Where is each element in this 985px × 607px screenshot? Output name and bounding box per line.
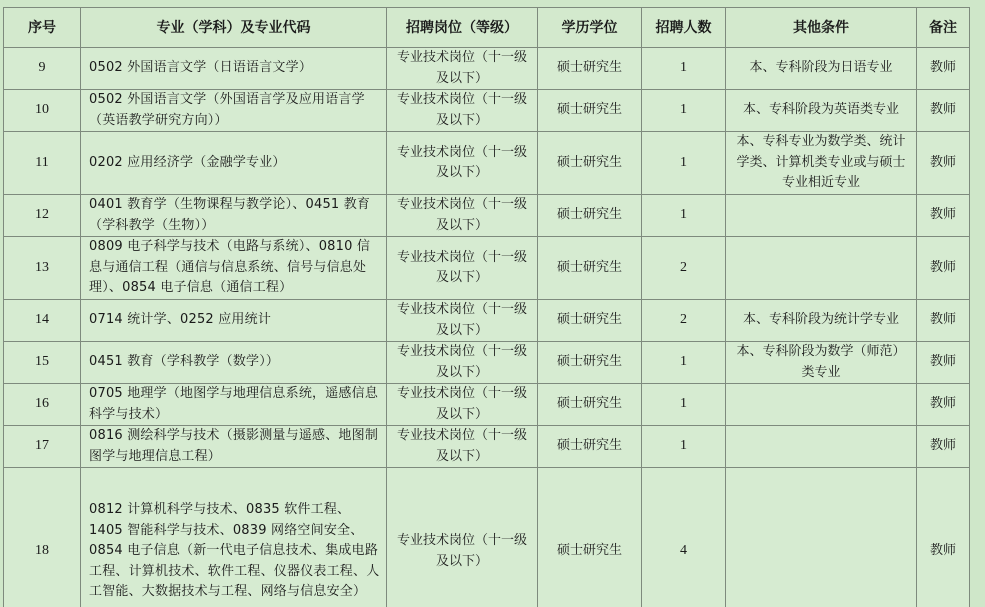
cell-seq: 18 <box>4 468 81 607</box>
cell-position: 专业技术岗位（十一级及以下） <box>387 468 538 607</box>
cell-seq: 16 <box>4 384 81 426</box>
table-row <box>4 90 970 132</box>
cell-major: 0502 外国语言文学（日语语言文学） <box>81 48 387 90</box>
cell-seq: 9 <box>4 48 81 90</box>
cell-other <box>726 195 917 237</box>
cell-major: 0705 地理学（地图学与地理信息系统，遥感信息科学与技术） <box>81 384 387 426</box>
cell-degree: 硕士研究生 <box>538 132 642 195</box>
cell-count: 1 <box>642 342 726 384</box>
cell-position: 专业技术岗位（十一级及以下） <box>387 132 538 195</box>
cell-major: 0202 应用经济学（金融学专业） <box>81 132 387 195</box>
cell-count: 1 <box>642 132 726 195</box>
cell-other <box>726 426 917 468</box>
cell-position: 专业技术岗位（十一级及以下） <box>387 384 538 426</box>
cell-degree: 硕士研究生 <box>538 468 642 607</box>
table-row <box>4 426 970 468</box>
cell-major: 0451 教育（学科教学（数学）） <box>81 342 387 384</box>
cell-seq: 15 <box>4 342 81 384</box>
cell-degree: 硕士研究生 <box>538 426 642 468</box>
cell-seq: 12 <box>4 195 81 237</box>
cell-note: 教师 <box>917 468 970 607</box>
cell-count: 1 <box>642 90 726 132</box>
cell-seq: 10 <box>4 90 81 132</box>
header-count: 招聘人数 <box>642 8 726 48</box>
cell-other: 本、专科阶段为数学（师范）类专业 <box>726 342 917 384</box>
header-other: 其他条件 <box>726 8 917 48</box>
cell-degree: 硕士研究生 <box>538 384 642 426</box>
cell-degree: 硕士研究生 <box>538 237 642 300</box>
table-row <box>4 300 970 342</box>
cell-major: 0812 计算机科学与技术、0835 软件工程、1405 智能科学与技术、0839 网络空间安全、0854 电子信息（新一代电子信息技术、集成电路工程、计算机技术、软件工程、仪器仪表工程、人工智能、大数据技术与工程、网络与信息安全） <box>81 468 387 607</box>
header-note: 备注 <box>917 8 970 48</box>
cell-note: 教师 <box>917 384 970 426</box>
cell-degree: 硕士研究生 <box>538 90 642 132</box>
cell-count: 2 <box>642 237 726 300</box>
cell-other <box>726 237 917 300</box>
cell-major: 0816 测绘科学与技术（摄影测量与遥感、地图制图学与地理信息工程） <box>81 426 387 468</box>
cell-count: 2 <box>642 300 726 342</box>
cell-other: 本、专科阶段为日语专业 <box>726 48 917 90</box>
cell-note: 教师 <box>917 48 970 90</box>
cell-note: 教师 <box>917 342 970 384</box>
cell-major: 0401 教育学（生物课程与教学论）、0451 教育（学科教学（生物）） <box>81 195 387 237</box>
cell-major: 0809 电子科学与技术（电路与系统）、0810 信息与通信工程（通信与信息系统、信号与信息处理）、0854 电子信息（通信工程） <box>81 237 387 300</box>
cell-position: 专业技术岗位（十一级及以下） <box>387 48 538 90</box>
cell-note: 教师 <box>917 195 970 237</box>
cell-position: 专业技术岗位（十一级及以下） <box>387 237 538 300</box>
cell-position: 专业技术岗位（十一级及以下） <box>387 195 538 237</box>
cell-other <box>726 384 917 426</box>
cell-other: 本、专科专业为数学类、统计学类、计算机类专业或与硕士专业相近专业 <box>726 132 917 195</box>
cell-note: 教师 <box>917 90 970 132</box>
cell-position: 专业技术岗位（十一级及以下） <box>387 426 538 468</box>
cell-other <box>726 468 917 607</box>
cell-count: 4 <box>642 468 726 607</box>
cell-count: 1 <box>642 426 726 468</box>
cell-other: 本、专科阶段为英语类专业 <box>726 90 917 132</box>
cell-degree: 硕士研究生 <box>538 48 642 90</box>
table-row <box>4 384 970 426</box>
table-row <box>4 132 970 195</box>
table-row <box>4 468 970 607</box>
cell-major: 0714 统计学、0252 应用统计 <box>81 300 387 342</box>
cell-other: 本、专科阶段为统计学专业 <box>726 300 917 342</box>
cell-count: 1 <box>642 195 726 237</box>
cell-note: 教师 <box>917 300 970 342</box>
cell-note: 教师 <box>917 237 970 300</box>
cell-count: 1 <box>642 48 726 90</box>
cell-major: 0502 外国语言文学（外国语言学及应用语言学（英语教学研究方向）） <box>81 90 387 132</box>
cell-seq: 13 <box>4 237 81 300</box>
cell-position: 专业技术岗位（十一级及以下） <box>387 342 538 384</box>
recruitment-table <box>3 7 970 607</box>
cell-degree: 硕士研究生 <box>538 195 642 237</box>
cell-seq: 11 <box>4 132 81 195</box>
header-degree: 学历学位 <box>538 8 642 48</box>
table-row <box>4 48 970 90</box>
cell-seq: 17 <box>4 426 81 468</box>
header-position: 招聘岗位（等级） <box>387 8 538 48</box>
cell-seq: 14 <box>4 300 81 342</box>
header-row <box>4 8 970 48</box>
header-major: 专业（学科）及专业代码 <box>81 8 387 48</box>
table-row <box>4 342 970 384</box>
table-row <box>4 195 970 237</box>
cell-note: 教师 <box>917 132 970 195</box>
cell-degree: 硕士研究生 <box>538 342 642 384</box>
cell-count: 1 <box>642 384 726 426</box>
header-seq: 序号 <box>4 8 81 48</box>
cell-position: 专业技术岗位（十一级及以下） <box>387 90 538 132</box>
cell-position: 专业技术岗位（十一级及以下） <box>387 300 538 342</box>
cell-degree: 硕士研究生 <box>538 300 642 342</box>
cell-note: 教师 <box>917 426 970 468</box>
table-row <box>4 237 970 300</box>
